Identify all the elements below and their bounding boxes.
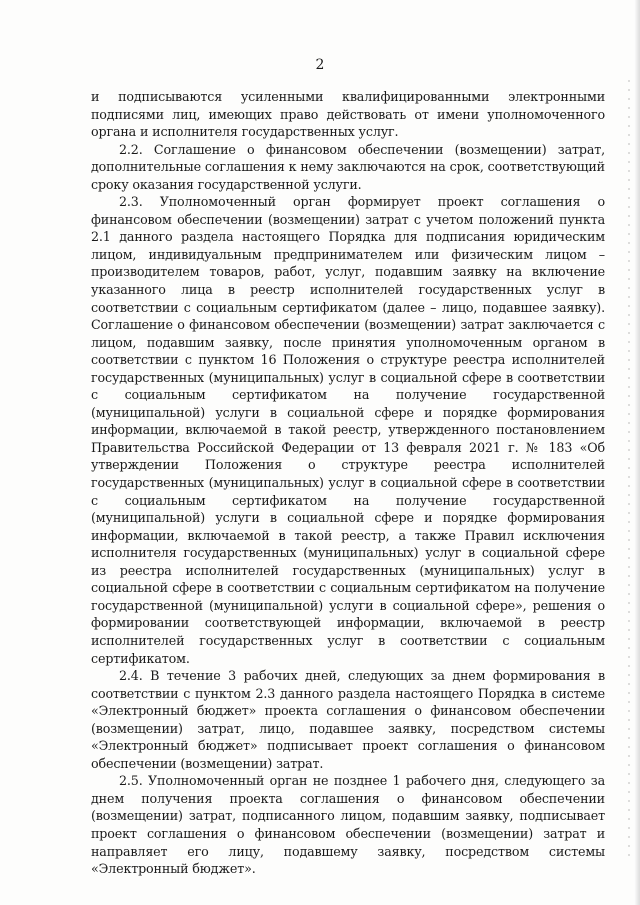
paragraph-2-4: 2.4. В течение 3 рабочих дней, следующих за днем формирования в соответствии с пунктом 2.3 данного раздела настоящего Порядка в системе «Электронный бюджет» проекта соглашения о финансовом обеспечении (возмещении) затрат, лицо, подавшее заявку, посредством системы «Электронный бюджет» подписывает проект соглашения о финансовом обеспечении (возмещении) затрат. — [91, 668, 605, 771]
paragraph-2-5: 2.5. Уполномоченный орган не позднее 1 рабочего дня, следующего за днем получения проекта соглашения о финансовом обеспечении (возмещении) затрат, подписанного лицом, подавшим заявку, подписывает проект соглашения о финансовом обеспечении (возмещении) затрат и направляет его лицу, подавшему заявку, посредством системы «Электронный бюджет». — [91, 773, 605, 877]
page-number: 2 — [315, 57, 325, 73]
paragraph-continuation: и подписываются усиленными квалифицированными электронными подписями лиц, имеющих право действовать от имени уполномоченного органа и исполнителя государственных услуг. — [91, 89, 605, 140]
paragraph-2-3: 2.3. Уполномоченный орган формирует проект соглашения о финансовом обеспечении (возмещении) затрат с учетом положений пункта 2.1 данного раздела настоящего Порядка для подписания юридическим лицом, индивидуальным предпринимателем или физическим лицом – производителем товаров, работ, услуг, подавшим заявку на включение указанного лица в реестр исполнителей государственных услуг в соответствии с социальным сертификатом (далее – лицо, подавшее заявку). Соглашение о финансовом обеспечении (возмещении) затрат заключается с лицом, подавшим заявку, после принятия уполномоченным органом в соответствии с пунктом 16 Положения о структуре реестра исполнителей государственных (муниципальных) услуг в социальной сфере в соответствии с социальным сертификатом на получение государственной (муниципальной) услуги в социальной сфере и порядке формирования информации, включаемой в такой реестр, утвержденного постановлением Правительства Российской Федерации от 13 февраля 2021 г. № 183 «Об утверждении Положения о структуре реестра исполнителей государственных (муниципальных) услуг в социальной сфере в соответствии с социальным сертификатом на получение государственной (муниципальной) услуги в социальной сфере и порядке формирования информации, включаемой в такой реестр, а также Правил исключения исполнителя государственных (муниципальных) услуг в социальной сфере из реестра исполнителей государственных (муниципальных) услуг в социальной сфере в соответствии с социальным сертификатом на получение государственной (муниципальной) услуги в социальной сфере», решения о формировании соответствующей информации, включаемой в реестр исполнителей государственных услуг в соответствии с социальным сертификатом. — [91, 194, 605, 666]
scan-artifact-dots — [628, 80, 630, 860]
scan-edge-shadow — [634, 0, 640, 905]
document-body — [91, 88, 605, 878]
paragraph-2-2: 2.2. Соглашение о финансовом обеспечении (возмещении) затрат, дополнительные соглашения к нему заключаются на срок, соответствующий сроку оказания государственной услуги. — [91, 141, 605, 192]
